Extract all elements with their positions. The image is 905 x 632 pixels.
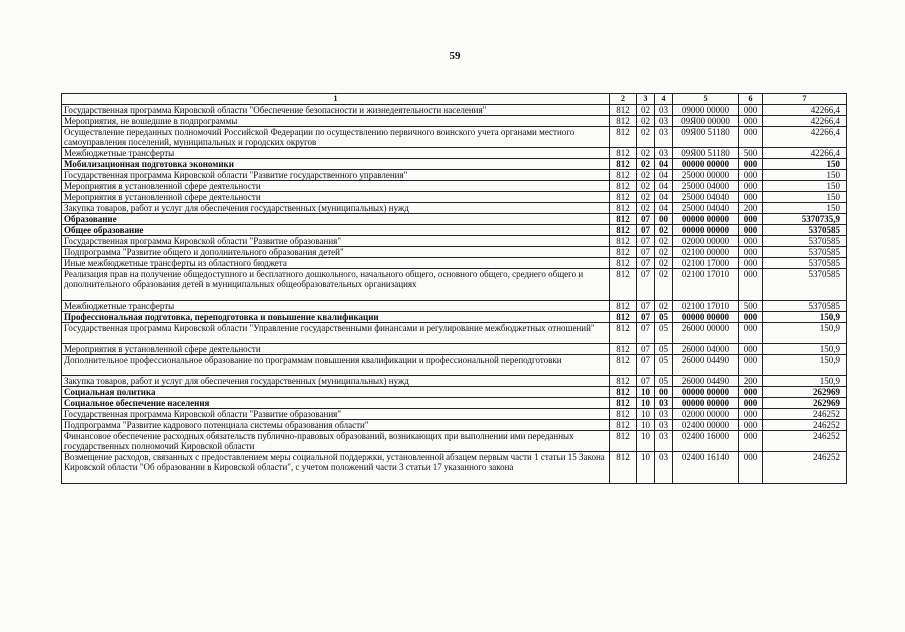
row-amount: 5370735,9 bbox=[763, 214, 847, 225]
row-section: 10 bbox=[637, 431, 655, 452]
row-ministry-code: 812 bbox=[610, 225, 637, 236]
row-ministry-code: 812 bbox=[610, 116, 637, 127]
row-target-article: 25000 00000 bbox=[673, 170, 739, 181]
row-name: Государственная программа Кировской области "Развитие образования" bbox=[62, 236, 610, 247]
row-subsection: 02 bbox=[655, 258, 673, 269]
row-name: Межбюджетные трансферты bbox=[62, 301, 610, 312]
row-amount: 5370585 bbox=[763, 269, 847, 301]
row-expense-type: 000 bbox=[739, 236, 763, 247]
row-ministry-code: 812 bbox=[610, 301, 637, 312]
row-ministry-code: 812 bbox=[610, 236, 637, 247]
row-amount: 246252 bbox=[763, 452, 847, 484]
table-row bbox=[62, 323, 847, 344]
row-subsection: 02 bbox=[655, 247, 673, 258]
row-subsection: 03 bbox=[655, 148, 673, 159]
header-cell: 1 bbox=[62, 94, 610, 105]
row-name: Общее образование bbox=[62, 225, 610, 236]
row-name: Социальная политика bbox=[62, 387, 610, 398]
row-name: Дополнительное профессиональное образование по программам повышения квалификации и профессиональной переподготовки bbox=[62, 355, 610, 376]
row-amount: 150,9 bbox=[763, 323, 847, 344]
row-section: 07 bbox=[637, 236, 655, 247]
row-target-article: 02400 00000 bbox=[673, 420, 739, 431]
row-expense-type: 000 bbox=[739, 452, 763, 484]
header-cell: 5 bbox=[673, 94, 739, 105]
row-name: Закупка товаров, работ и услуг для обеспечения государственных (муниципальных) нужд bbox=[62, 203, 610, 214]
row-target-article: 00000 00000 bbox=[673, 214, 739, 225]
table-row bbox=[62, 269, 847, 301]
row-section: 02 bbox=[637, 203, 655, 214]
row-ministry-code: 812 bbox=[610, 203, 637, 214]
row-ministry-code: 812 bbox=[610, 105, 637, 116]
row-ministry-code: 812 bbox=[610, 323, 637, 344]
row-name: Мероприятия в установленной сфере деятельности bbox=[62, 181, 610, 192]
row-expense-type: 000 bbox=[739, 258, 763, 269]
row-expense-type: 000 bbox=[739, 170, 763, 181]
row-subsection: 03 bbox=[655, 105, 673, 116]
row-amount: 150,9 bbox=[763, 376, 847, 387]
row-ministry-code: 812 bbox=[610, 170, 637, 181]
row-amount: 246252 bbox=[763, 431, 847, 452]
row-expense-type: 000 bbox=[739, 127, 763, 148]
table-row bbox=[62, 236, 847, 247]
row-section: 07 bbox=[637, 355, 655, 376]
row-expense-type: 000 bbox=[739, 409, 763, 420]
table-row bbox=[62, 159, 847, 170]
row-name: Реализация прав на получение общедоступного и бесплатного дошкольного, начального общего, основного общего, среднего общего и дополнительного образования детей в муниципальных общеобразовательных организациях bbox=[62, 269, 610, 301]
row-expense-type: 000 bbox=[739, 344, 763, 355]
table-row bbox=[62, 116, 847, 127]
row-name: Подпрограмма "Развитие кадрового потенциала системы образования области" bbox=[62, 420, 610, 431]
header-cell: 6 bbox=[739, 94, 763, 105]
row-subsection: 03 bbox=[655, 398, 673, 409]
table-row bbox=[62, 452, 847, 484]
row-ministry-code: 812 bbox=[610, 409, 637, 420]
table-row bbox=[62, 203, 847, 214]
row-expense-type: 000 bbox=[739, 269, 763, 301]
row-expense-type: 000 bbox=[739, 116, 763, 127]
header-cell: 4 bbox=[655, 94, 673, 105]
row-target-article: 02400 16140 bbox=[673, 452, 739, 484]
row-amount: 150 bbox=[763, 203, 847, 214]
row-target-article: 09Я00 51180 bbox=[673, 127, 739, 148]
row-subsection: 05 bbox=[655, 312, 673, 323]
row-name: Государственная программа Кировской области "Развитие образования" bbox=[62, 409, 610, 420]
row-section: 07 bbox=[637, 301, 655, 312]
table-row bbox=[62, 225, 847, 236]
row-section: 07 bbox=[637, 323, 655, 344]
table-row bbox=[62, 148, 847, 159]
row-target-article: 25000 04040 bbox=[673, 192, 739, 203]
row-section: 07 bbox=[637, 225, 655, 236]
row-name: Возмещение расходов, связанных с предоставлением меры социальной поддержки, установленной абзацем первым части 1 статьи 15 Закона Кировской области "Об образовании в Кировской области", с учетом положений части 3 статьи 17 указанного закона bbox=[62, 452, 610, 484]
row-name: Государственная программа Кировской области "Обеспечение безопасности и жизнедеятельности населения" bbox=[62, 105, 610, 116]
row-subsection: 05 bbox=[655, 355, 673, 376]
row-subsection: 02 bbox=[655, 301, 673, 312]
table-row bbox=[62, 214, 847, 225]
row-target-article: 26000 00000 bbox=[673, 323, 739, 344]
row-name: Государственная программа Кировской области "Управление государственными финансами и регулирование межбюджетных отношений" bbox=[62, 323, 610, 344]
row-ministry-code: 812 bbox=[610, 247, 637, 258]
row-section: 07 bbox=[637, 376, 655, 387]
row-subsection: 03 bbox=[655, 409, 673, 420]
row-subsection: 05 bbox=[655, 376, 673, 387]
row-ministry-code: 812 bbox=[610, 159, 637, 170]
row-subsection: 02 bbox=[655, 225, 673, 236]
table-header-row bbox=[62, 94, 847, 105]
row-section: 07 bbox=[637, 258, 655, 269]
row-amount: 262969 bbox=[763, 387, 847, 398]
row-amount: 150 bbox=[763, 170, 847, 181]
table-row bbox=[62, 192, 847, 203]
row-target-article: 09Я00 51180 bbox=[673, 148, 739, 159]
row-expense-type: 000 bbox=[739, 387, 763, 398]
row-expense-type: 000 bbox=[739, 192, 763, 203]
row-expense-type: 500 bbox=[739, 148, 763, 159]
row-name: Мобилизационная подготовка экономики bbox=[62, 159, 610, 170]
row-ministry-code: 812 bbox=[610, 214, 637, 225]
row-expense-type: 000 bbox=[739, 431, 763, 452]
row-name: Государственная программа Кировской области "Развитие государственного управления" bbox=[62, 170, 610, 181]
row-section: 07 bbox=[637, 214, 655, 225]
row-target-article: 09000 00000 bbox=[673, 105, 739, 116]
row-expense-type: 000 bbox=[739, 181, 763, 192]
row-target-article: 26000 04490 bbox=[673, 376, 739, 387]
budget-table bbox=[61, 93, 847, 484]
row-amount: 150 bbox=[763, 159, 847, 170]
row-expense-type: 000 bbox=[739, 420, 763, 431]
row-subsection: 00 bbox=[655, 387, 673, 398]
row-section: 02 bbox=[637, 105, 655, 116]
row-subsection: 04 bbox=[655, 181, 673, 192]
row-subsection: 05 bbox=[655, 323, 673, 344]
row-section: 07 bbox=[637, 312, 655, 323]
row-target-article: 26000 04000 bbox=[673, 344, 739, 355]
row-target-article: 26000 04490 bbox=[673, 355, 739, 376]
row-section: 02 bbox=[637, 192, 655, 203]
table-row bbox=[62, 312, 847, 323]
table-row bbox=[62, 398, 847, 409]
row-amount: 5370585 bbox=[763, 258, 847, 269]
row-section: 10 bbox=[637, 420, 655, 431]
table-row bbox=[62, 420, 847, 431]
table-row bbox=[62, 127, 847, 148]
row-target-article: 02100 00000 bbox=[673, 247, 739, 258]
row-name: Мероприятия в установленной сфере деятельности bbox=[62, 192, 610, 203]
table-row bbox=[62, 105, 847, 116]
row-target-article: 02100 17010 bbox=[673, 269, 739, 301]
row-section: 10 bbox=[637, 452, 655, 484]
row-subsection: 03 bbox=[655, 420, 673, 431]
row-expense-type: 000 bbox=[739, 105, 763, 116]
row-amount: 5370585 bbox=[763, 301, 847, 312]
row-expense-type: 000 bbox=[739, 398, 763, 409]
row-name: Социальное обеспечение населения bbox=[62, 398, 610, 409]
table-row bbox=[62, 181, 847, 192]
row-target-article: 00000 00000 bbox=[673, 159, 739, 170]
row-name: Профессиональная подготовка, переподготовка и повышение квалификации bbox=[62, 312, 610, 323]
row-amount: 150 bbox=[763, 181, 847, 192]
row-subsection: 04 bbox=[655, 203, 673, 214]
table-row bbox=[62, 355, 847, 376]
row-name: Иные межбюджетные трансферты из областного бюджета bbox=[62, 258, 610, 269]
row-amount: 42266,4 bbox=[763, 127, 847, 148]
row-expense-type: 000 bbox=[739, 225, 763, 236]
row-expense-type: 000 bbox=[739, 214, 763, 225]
row-target-article: 09Я00 00000 bbox=[673, 116, 739, 127]
header-cell: 3 bbox=[637, 94, 655, 105]
row-name: Закупка товаров, работ и услуг для обеспечения государственных (муниципальных) нужд bbox=[62, 376, 610, 387]
row-amount: 150,9 bbox=[763, 312, 847, 323]
row-target-article: 25000 04040 bbox=[673, 203, 739, 214]
row-subsection: 00 bbox=[655, 214, 673, 225]
row-target-article: 00000 00000 bbox=[673, 312, 739, 323]
row-ministry-code: 812 bbox=[610, 312, 637, 323]
row-section: 02 bbox=[637, 148, 655, 159]
row-ministry-code: 812 bbox=[610, 269, 637, 301]
table-row bbox=[62, 344, 847, 355]
row-ministry-code: 812 bbox=[610, 192, 637, 203]
row-amount: 5370585 bbox=[763, 247, 847, 258]
row-ministry-code: 812 bbox=[610, 148, 637, 159]
row-ministry-code: 812 bbox=[610, 452, 637, 484]
table-row bbox=[62, 301, 847, 312]
row-ministry-code: 812 bbox=[610, 181, 637, 192]
row-section: 02 bbox=[637, 127, 655, 148]
row-amount: 150 bbox=[763, 192, 847, 203]
row-target-article: 02400 16000 bbox=[673, 431, 739, 452]
row-target-article: 02000 00000 bbox=[673, 236, 739, 247]
table-row bbox=[62, 258, 847, 269]
row-expense-type: 000 bbox=[739, 355, 763, 376]
table-row bbox=[62, 170, 847, 181]
header-cell: 7 bbox=[763, 94, 847, 105]
table-row bbox=[62, 431, 847, 452]
row-subsection: 04 bbox=[655, 170, 673, 181]
row-target-article: 00000 00000 bbox=[673, 225, 739, 236]
row-name: Осуществление переданных полномочий Российской Федерации по осуществлению первичного воинского учета органами местного самоуправления поселений, муниципальных и городских округов bbox=[62, 127, 610, 148]
row-ministry-code: 812 bbox=[610, 420, 637, 431]
row-target-article: 25000 04000 bbox=[673, 181, 739, 192]
row-subsection: 03 bbox=[655, 452, 673, 484]
row-subsection: 04 bbox=[655, 192, 673, 203]
row-section: 10 bbox=[637, 387, 655, 398]
row-ministry-code: 812 bbox=[610, 258, 637, 269]
table-row bbox=[62, 247, 847, 258]
row-section: 02 bbox=[637, 116, 655, 127]
row-section: 07 bbox=[637, 344, 655, 355]
row-subsection: 02 bbox=[655, 236, 673, 247]
row-section: 02 bbox=[637, 181, 655, 192]
row-name: Мероприятия в установленной сфере деятельности bbox=[62, 344, 610, 355]
row-expense-type: 500 bbox=[739, 301, 763, 312]
row-target-article: 02100 17000 bbox=[673, 258, 739, 269]
row-subsection: 02 bbox=[655, 269, 673, 301]
row-subsection: 03 bbox=[655, 127, 673, 148]
row-name: Подпрограмма "Развитие общего и дополнительного образования детей" bbox=[62, 247, 610, 258]
row-section: 02 bbox=[637, 170, 655, 181]
row-amount: 246252 bbox=[763, 409, 847, 420]
row-target-article: 02000 00000 bbox=[673, 409, 739, 420]
row-expense-type: 000 bbox=[739, 159, 763, 170]
row-section: 10 bbox=[637, 398, 655, 409]
row-name: Межбюджетные трансферты bbox=[62, 148, 610, 159]
row-amount: 42266,4 bbox=[763, 148, 847, 159]
row-expense-type: 000 bbox=[739, 323, 763, 344]
row-ministry-code: 812 bbox=[610, 431, 637, 452]
table-row bbox=[62, 409, 847, 420]
row-target-article: 02100 17010 bbox=[673, 301, 739, 312]
row-ministry-code: 812 bbox=[610, 344, 637, 355]
header-cell: 2 bbox=[610, 94, 637, 105]
table-row bbox=[62, 387, 847, 398]
row-target-article: 00000 00000 bbox=[673, 387, 739, 398]
row-subsection: 03 bbox=[655, 431, 673, 452]
row-ministry-code: 812 bbox=[610, 398, 637, 409]
row-expense-type: 000 bbox=[739, 247, 763, 258]
row-amount: 246252 bbox=[763, 420, 847, 431]
row-target-article: 00000 00000 bbox=[673, 398, 739, 409]
row-name: Финансовое обеспечение расходных обязательств публично-правовых образований, возникающих при выполнении ими переданных государственных полномочий Кировской области bbox=[62, 431, 610, 452]
row-expense-type: 200 bbox=[739, 376, 763, 387]
row-section: 07 bbox=[637, 247, 655, 258]
row-ministry-code: 812 bbox=[610, 127, 637, 148]
row-section: 07 bbox=[637, 269, 655, 301]
row-expense-type: 200 bbox=[739, 203, 763, 214]
row-amount: 5370585 bbox=[763, 236, 847, 247]
row-amount: 42266,4 bbox=[763, 105, 847, 116]
row-section: 02 bbox=[637, 159, 655, 170]
row-amount: 42266,4 bbox=[763, 116, 847, 127]
row-ministry-code: 812 bbox=[610, 387, 637, 398]
row-subsection: 03 bbox=[655, 116, 673, 127]
row-ministry-code: 812 bbox=[610, 355, 637, 376]
row-amount: 262969 bbox=[763, 398, 847, 409]
row-amount: 150,9 bbox=[763, 344, 847, 355]
page-number: 59 bbox=[449, 50, 461, 62]
row-amount: 5370585 bbox=[763, 225, 847, 236]
row-subsection: 05 bbox=[655, 344, 673, 355]
row-amount: 150,9 bbox=[763, 355, 847, 376]
row-section: 10 bbox=[637, 409, 655, 420]
row-ministry-code: 812 bbox=[610, 376, 637, 387]
row-name: Образование bbox=[62, 214, 610, 225]
row-name: Мероприятия, не вошедшие в подпрограммы bbox=[62, 116, 610, 127]
row-subsection: 04 bbox=[655, 159, 673, 170]
table-row bbox=[62, 376, 847, 387]
row-expense-type: 000 bbox=[739, 312, 763, 323]
